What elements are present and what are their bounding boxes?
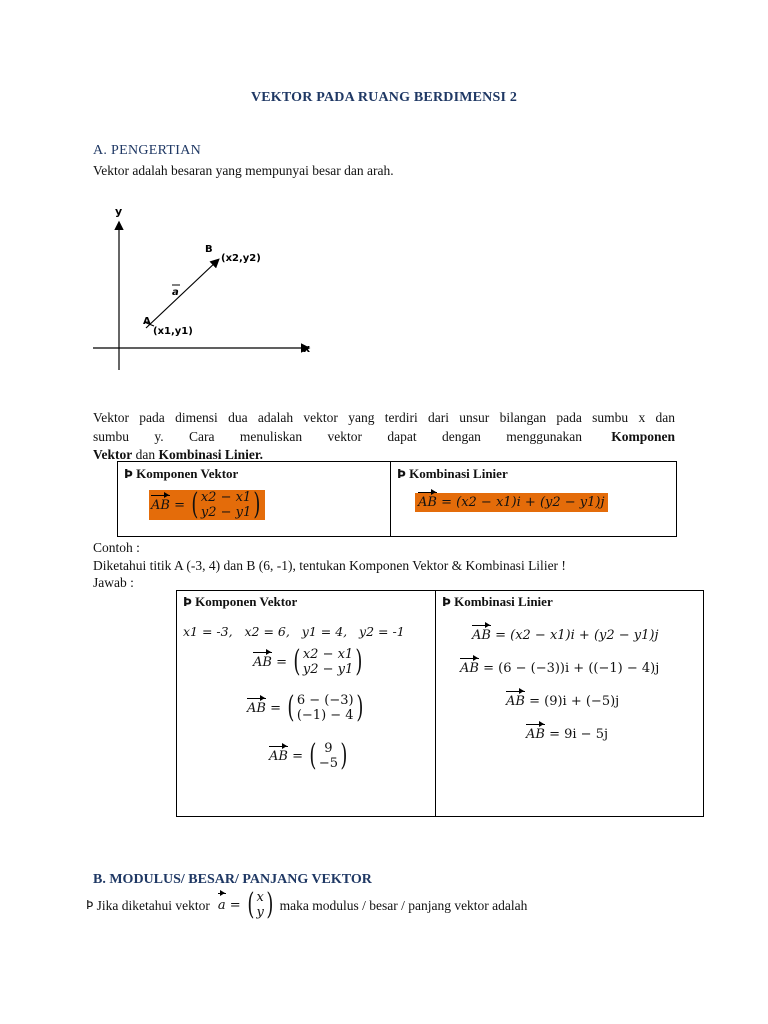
vector-ab-symbol: AB bbox=[253, 654, 272, 670]
vector-ab-symbol: AB bbox=[460, 661, 479, 676]
formula-table bbox=[117, 461, 677, 537]
example-kombinasi-heading: Kombinasi Linier bbox=[454, 594, 553, 609]
paragraph-bold-vektor: Vektor bbox=[93, 447, 133, 462]
bullet-icon: Þ bbox=[397, 467, 406, 481]
step3-top: 9 bbox=[324, 741, 333, 756]
point-b-coord: (x2,y2) bbox=[221, 253, 261, 264]
paragraph-line-1: Vektor pada dimensi dua adalah vektor yang terdiri dari unsur bilangan pada sumbu x dan bbox=[93, 410, 675, 425]
kombinasi-step-4-expr: = 9i − 5j bbox=[549, 727, 609, 742]
x-axis-label: x bbox=[303, 342, 311, 355]
example-question: Diketahui titik A (-3, 4) dan B (6, -1), tentukan Komponen Vektor & Kombinasi Lilier ! bbox=[93, 558, 566, 573]
komponen-step-3: AB = ( 9 −5 ) bbox=[269, 738, 348, 773]
section-a-intro: Vektor adalah besaran yang mempunyai besar dan arah. bbox=[93, 163, 394, 178]
vector-ab-symbol: AB bbox=[506, 694, 525, 709]
section-b-heading: B. MODULUS/ BESAR/ PANJANG VEKTOR bbox=[93, 872, 372, 887]
point-a-label: A bbox=[143, 316, 151, 327]
y-axis-label: y bbox=[115, 205, 123, 218]
paragraph-bold-komponen: Komponen bbox=[611, 429, 675, 444]
paragraph-line-2-text: sumbu y. Cara menuliskan vektor dapat dengan menggunakan bbox=[93, 429, 583, 444]
vector-ab-symbol: AB bbox=[247, 700, 266, 716]
paragraph-bold-kombinasi: Kombinasi Linier. bbox=[158, 447, 264, 462]
point-a-coord: (x1,y1) bbox=[153, 326, 193, 337]
kombinasi-step-3-expr: = (9)i + (−5)j bbox=[529, 694, 620, 709]
vector-ab-symbol: AB bbox=[418, 495, 437, 510]
kombinasi-step-4 bbox=[526, 727, 697, 742]
kombinasi-formula bbox=[415, 493, 608, 512]
kombinasi-step-2 bbox=[460, 661, 697, 676]
example-komponen-heading: Komponen Vektor bbox=[195, 594, 298, 609]
paragraph-line-2 bbox=[93, 427, 675, 446]
bullet-icon: Þ bbox=[442, 595, 451, 609]
section-b-line-end: maka modulus / besar / panjang vektor adalah bbox=[279, 897, 528, 913]
vector-name-label: a bbox=[172, 287, 179, 298]
point-b-label: B bbox=[205, 244, 213, 255]
example-cell-komponen bbox=[177, 591, 436, 817]
vector-a-bottom: y bbox=[256, 905, 264, 920]
vector-a-definition: a = ( x y ) bbox=[217, 887, 274, 922]
step2-top: 6 − (−3) bbox=[296, 693, 354, 708]
paragraph-dan: dan bbox=[135, 447, 156, 462]
kombinasi-step-3 bbox=[506, 694, 697, 709]
vector-a-top: x bbox=[256, 890, 264, 905]
section-b-line-start: Jika diketahui vektor bbox=[96, 897, 210, 913]
kombinasi-step-1-expr: = (x2 − x1)i + (y2 − y1)j bbox=[495, 628, 659, 643]
section-b-line bbox=[86, 887, 528, 922]
step1-top: x2 − x1 bbox=[302, 647, 354, 662]
section-a-heading: A. PENGERTIAN bbox=[93, 143, 202, 158]
kombinasi-step-1 bbox=[472, 628, 697, 643]
kombinasi-expression: = (x2 − x1)i + (y2 − y1)j bbox=[441, 495, 605, 510]
vector-diagram bbox=[88, 198, 328, 378]
komponen-heading: Komponen Vektor bbox=[136, 466, 239, 481]
bullet-icon: Þ bbox=[183, 595, 192, 609]
komponen-step-1: AB = ( x2 − x1 y2 − y1 ) bbox=[253, 644, 363, 679]
vector-ab-symbol: AB bbox=[269, 748, 288, 764]
kombinasi-heading: Kombinasi Linier bbox=[409, 466, 508, 481]
given-values: x1 = -3, x2 = 6, y1 = 4, y2 = -1 bbox=[183, 624, 405, 639]
vector-ab-symbol: AB bbox=[526, 727, 545, 742]
formula-cell-komponen bbox=[118, 462, 391, 537]
step1-bottom: y2 − y1 bbox=[302, 662, 354, 677]
kombinasi-step-2-expr: = (6 − (−3))i + ((−1) − 4)j bbox=[483, 661, 660, 676]
example-table bbox=[176, 590, 704, 817]
step3-bottom: −5 bbox=[318, 756, 339, 771]
bullet-icon: Þ bbox=[124, 467, 133, 481]
komponen-formula: AB = ( x2 − x1 y2 − y1 ) bbox=[149, 490, 265, 520]
vector-ab-symbol: AB bbox=[151, 497, 170, 513]
answer-label: Jawab : bbox=[93, 575, 134, 590]
vector-a-symbol: a bbox=[217, 897, 226, 913]
komponen-top: x2 − x1 bbox=[200, 490, 252, 505]
example-cell-kombinasi bbox=[436, 591, 704, 817]
vector-ab-symbol: AB bbox=[472, 628, 491, 643]
formula-cell-kombinasi bbox=[391, 462, 677, 537]
vector-arrow bbox=[146, 260, 218, 328]
komponen-step-2: AB = ( 6 − (−3) (−1) − 4 ) bbox=[247, 690, 363, 725]
example-label: Contoh : bbox=[93, 540, 140, 555]
page-title: VEKTOR PADA RUANG BERDIMENSI 2 bbox=[250, 90, 518, 105]
komponen-bottom: y2 − y1 bbox=[200, 505, 252, 520]
step2-bottom: (−1) − 4 bbox=[296, 708, 354, 723]
bullet-icon: Þ bbox=[86, 897, 94, 912]
